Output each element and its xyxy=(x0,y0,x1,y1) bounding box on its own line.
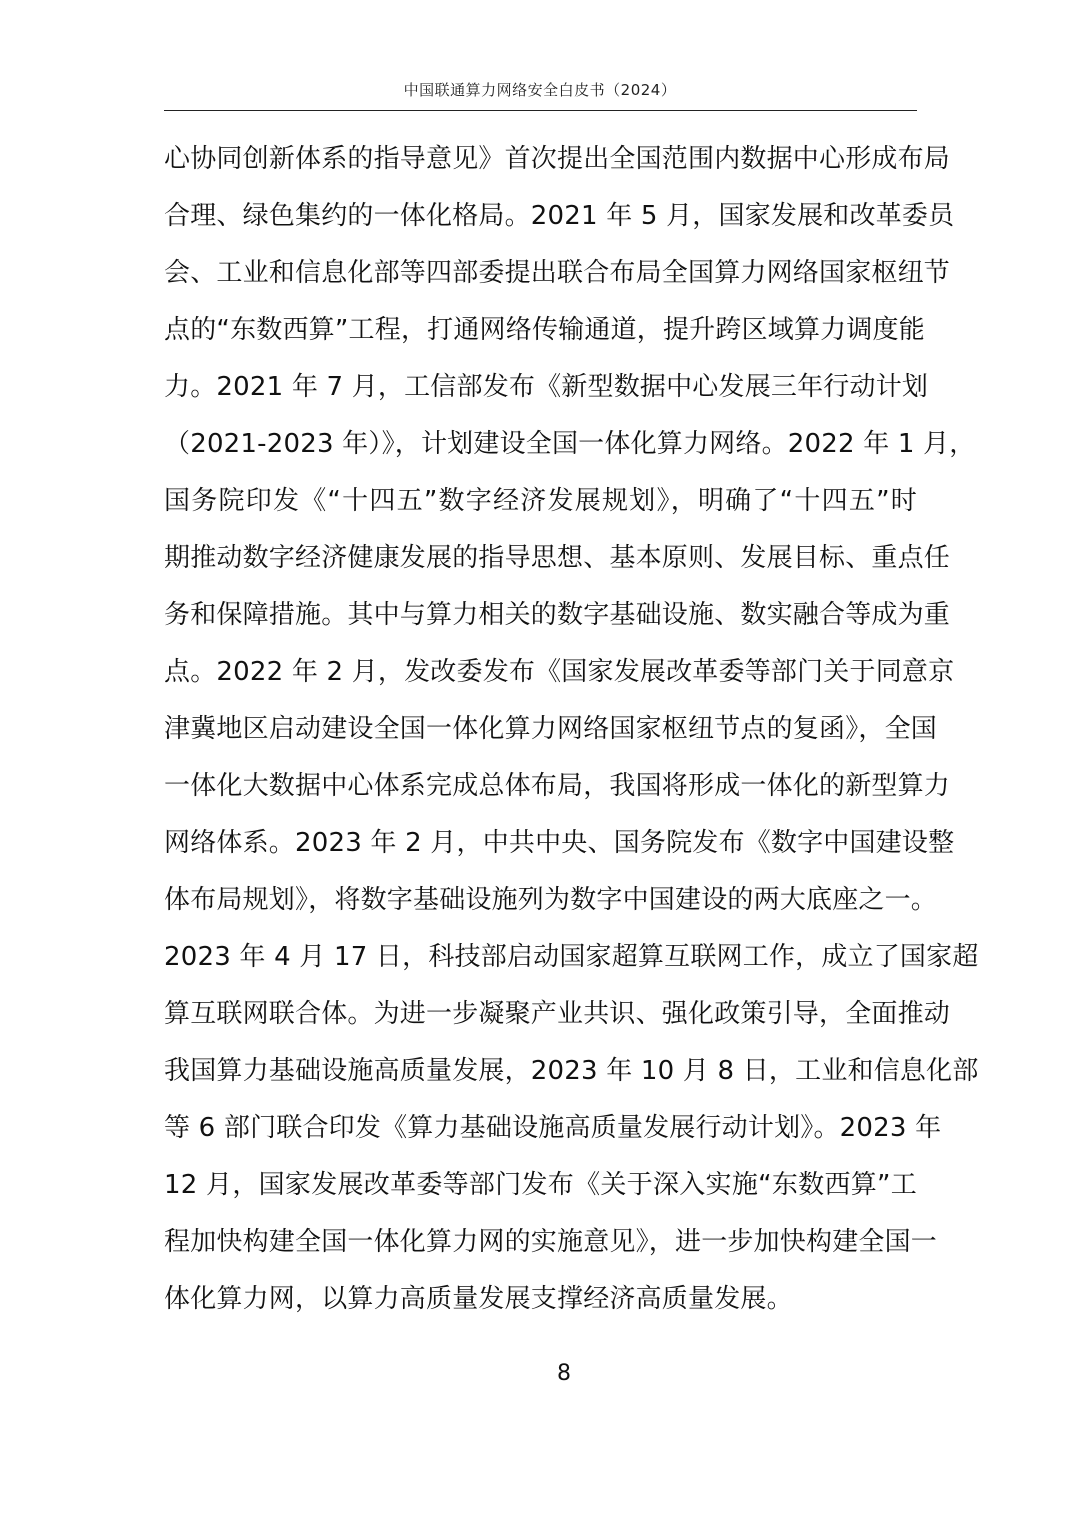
text-line: （2021-2023 年）》，计划建设全国一体化算力网络。2022 年 1 月， xyxy=(164,429,976,459)
text-line: 体化算力网，以算力高质量发展支撑经济高质量发展。 xyxy=(164,1284,793,1314)
text-line: 点的“东数西算”工程，打通网络传输通道，提升跨区域算力调度能 xyxy=(164,315,925,345)
text-line: 程加快构建全国一体化算力网的实施意见》，进一步加快构建全国一 xyxy=(164,1227,938,1257)
text-line: 心协同创新体系的指导意见》首次提出全国范围内数据中心形成布局 xyxy=(164,144,951,174)
text-line: 力。2021 年 7 月，工信部发布《新型数据中心发展三年行动计划 xyxy=(164,372,929,402)
header-rule xyxy=(164,110,917,111)
body-paragraph xyxy=(164,131,979,1328)
text-line: 会、工业和信息化部等四部委提出联合布局全国算力网络国家枢纽节 xyxy=(164,258,951,288)
page-number: 8 xyxy=(557,1361,571,1386)
text-line: 国务院印发《“十四五”数字经济发展规划》，明确了“十四五”时 xyxy=(164,486,917,516)
text-line: 期推动数字经济健康发展的指导思想、基本原则、发展目标、重点任 xyxy=(164,543,951,573)
text-line: 2023 年 4 月 17 日，科技部启动国家超算互联网工作，成立了国家超 xyxy=(164,942,979,972)
text-line: 津冀地区启动建设全国一体化算力网络国家枢纽节点的复函》，全国 xyxy=(164,714,938,744)
text-line: 我国算力基础设施高质量发展，2023 年 10 月 8 日，工业和信息化部 xyxy=(164,1056,979,1086)
text-line: 点。2022 年 2 月，发改委发布《国家发展改革委等部门关于同意京 xyxy=(164,657,955,687)
text-line: 等 6 部门联合印发《算力基础设施高质量发展行动计划》。2023 年 xyxy=(164,1113,942,1143)
text-line: 算互联网联合体。为进一步凝聚产业共识、强化政策引导，全面推动 xyxy=(164,999,951,1029)
text-line: 务和保障措施。其中与算力相关的数字基础设施、数实融合等成为重 xyxy=(164,600,951,630)
text-line: 12 月，国家发展改革委等部门发布《关于深入实施“东数西算”工 xyxy=(164,1170,917,1200)
text-line: 网络体系。2023 年 2 月，中共中央、国务院发布《数字中国建设整 xyxy=(164,828,955,858)
text-line: 体布局规划》，将数字基础设施列为数字中国建设的两大底座之一。 xyxy=(164,885,938,915)
running-header: 中国联通算力网络安全白皮书（2024） xyxy=(403,81,677,99)
text-line: 一体化大数据中心体系完成总体布局，我国将形成一体化的新型算力 xyxy=(164,771,951,801)
text-line: 合理、绿色集约的一体化格局。2021 年 5 月，国家发展和改革委员 xyxy=(164,201,955,231)
